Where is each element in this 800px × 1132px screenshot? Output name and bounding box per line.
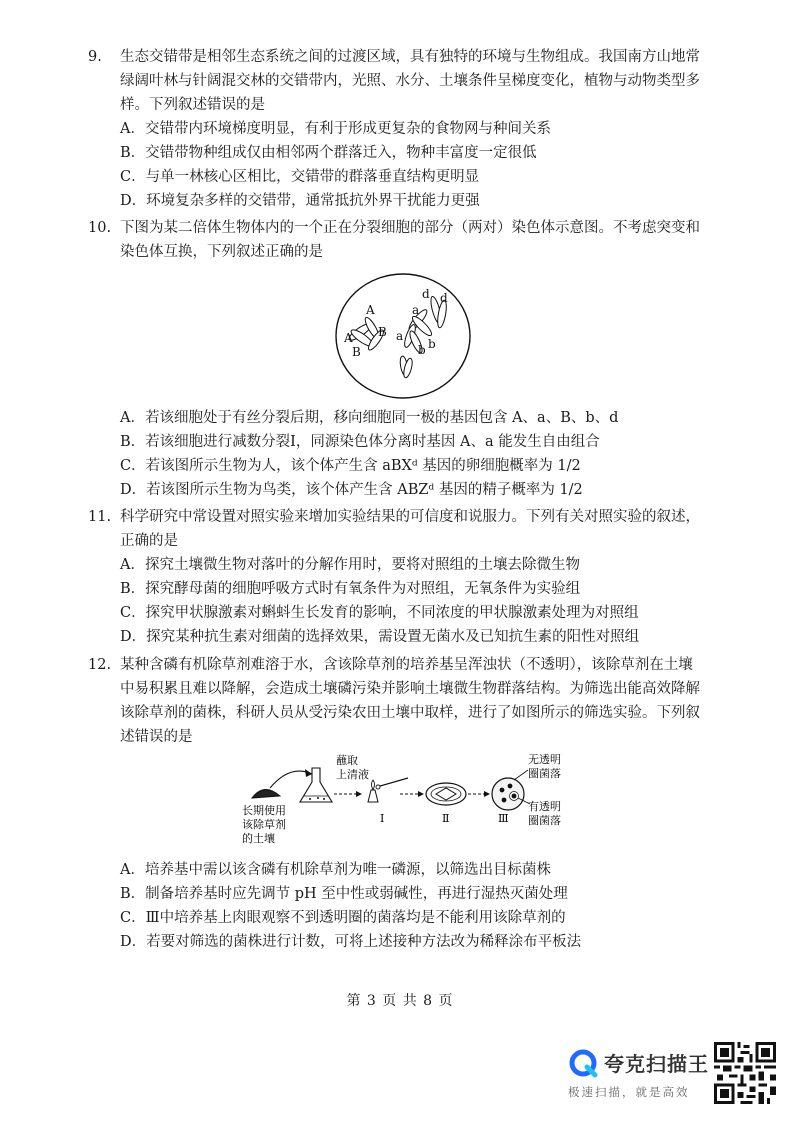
question-number: 10. [88,220,112,236]
question-12-options [92,858,732,954]
question-number: 11. [88,509,112,525]
watermark-subtitle: 极速扫描，就是高效 [568,1085,690,1099]
gene-label-d2: d [440,291,448,305]
option-d: D．若该图所示生物为鸟类，该个体产生含 ABZᵈ 基因的精子概率为 1/2 [120,482,583,498]
question-number: 12. [88,657,112,673]
option-c: C．若该图所示生物为人，该个体产生含 aBXᵈ 基因的卵细胞概率为 1/2 [120,458,581,474]
question-stem-line: 绿阔叶林与针阔混交林的交错带内，光照、水分、土壤条件呈梯度变化，植物与动物类型多 [120,73,700,89]
question-number: 9. [88,49,102,65]
option-c: C．探究甲状腺激素对蝌蚪生长发育的影响，不同浓度的甲状腺激素处理为对照组 [120,605,639,621]
question-stem-line: 科学研究中常设置对照实验来增加实验结果的可信度和说服力。下列有关对照实验的叙述， [120,509,700,525]
option-a: A．若该细胞处于有丝分裂后期，移向细胞同一极的基因包含 A、a、B、b、d [120,410,619,426]
option-c: C．与单一林核心区相比，交错带的群落垂直结构更明显 [120,169,480,185]
gene-label-b2: b [418,343,426,357]
screening-experiment-figure [240,750,580,850]
option-b: B．探究酵母菌的细胞呼吸方式时有氧条件为对照组，无氧条件为实验组 [120,581,581,597]
page-number-footer: 第 3 页 共 8 页 [346,993,454,1009]
watermark-title: 夸克扫描王 [604,1052,709,1076]
gene-label-A1: A [366,303,375,317]
colony-dot [512,794,517,799]
question-stem-line: 某种含磷有机除草剂难溶于水，含该除草剂的培养基呈浑浊状（不透明），该除草剂在土壤 [120,657,693,673]
soil-label-line2: 该除草剂 [242,818,286,831]
soil-label-line1: 长期使用 [242,804,286,817]
halo-colony-label-line1: 有透明 [528,800,561,813]
stage-label-2: Ⅱ [442,812,450,825]
flask-icon [300,768,332,802]
petri-dish-icon [492,778,524,810]
option-a: A．交错带内环境梯度明显，有利于形成更复杂的食物网与种间关系 [120,121,551,137]
cell-division-figure [332,270,474,402]
option-b: B．交错带物种组成仅由相邻两个群落迁入，物种丰富度一定很低 [120,145,537,161]
option-d: D．环境复杂多样的交错带，通常抵抗外界干扰能力更强 [120,193,480,209]
colony-dot [502,798,507,803]
quark-logo-icon [568,1048,598,1078]
gene-label-B1: B [378,325,387,339]
scanner-watermark [568,1036,782,1108]
question-11 [88,505,732,649]
question-stem-line: 样。下列叙述错误的是 [120,97,265,113]
option-b: B．制备培养基时应先调节 pH 至中性或弱碱性，再进行湿热灭菌处理 [120,886,568,902]
streak-plate-icon [426,783,466,805]
qr-code-icon [714,1042,776,1104]
gene-label-b1: b [428,337,436,351]
question-10 [88,216,732,264]
burner-icon [368,790,378,802]
colony-dot [500,788,505,793]
option-d: D．探究某种抗生素对细菌的选择效果，需设置无菌水及已知抗生素的阳性对照组 [120,629,640,645]
inoculating-loop-icon [380,778,408,786]
question-10-options [92,406,732,502]
stage-label-1: Ⅰ [380,812,385,825]
option-d: D．若要对筛选的菌株进行计数，可将上述接种方法改为稀释涂布平板法 [120,934,582,950]
question-stem-line: 述错误的是 [120,729,193,745]
step-label-line1: 蘸取 [336,754,358,767]
option-b: B．若该细胞进行减数分裂Ⅰ，同源染色体分离时基因 A、a 能发生自由组合 [120,434,600,450]
no-halo-colony-label-line2: 圈菌落 [528,767,561,780]
step-label-line2: 上清液 [336,768,369,781]
soil-label-line3: 的土壤 [242,832,275,845]
question-9 [88,45,732,213]
soil-sample-icon [252,789,280,798]
gene-label-d1: d [422,287,430,301]
stage-label-3: Ⅲ [498,812,509,825]
colony-dot [508,784,513,789]
gene-label-A2: A [344,331,353,345]
question-stem-line: 生态交错带是相邻生态系统之间的过渡区域，具有独特的环境与生物组成。我国南方山地常 [120,49,700,65]
option-a: A．探究土壤微生物对落叶的分解作用时，要将对照组的土壤去除微生物 [120,557,580,573]
gene-label-B2: B [352,345,361,359]
option-c: C．Ⅲ中培养基上肉眼观察不到透明圈的菌落均是不能利用该除草剂的 [120,910,566,926]
gene-label-a2: a [396,329,404,343]
gene-label-a1: a [412,303,420,317]
option-a: A．培养基中需以该含磷有机除草剂为唯一磷源，以筛选出目标菌株 [120,862,551,878]
question-stem-line: 正确的是 [120,533,178,549]
halo-colony-label-line2: 圈菌落 [528,814,561,827]
question-stem-line: 染色体互换，下列叙述正确的是 [120,244,323,260]
question-stem-line: 下图为某二倍体生物体内的一个正在分裂细胞的部分（两对）染色体示意图。不考虑突变和 [120,220,700,236]
question-stem-line: 中易积累且难以降解，会造成土壤磷污染并影响土壤微生物群落结构。为筛选出能高效降解 [120,681,700,697]
question-12 [88,653,732,749]
no-halo-colony-label-line1: 无透明 [528,753,561,766]
question-stem-line: 该除草剂的菌株，科研人员从受污染农田土壤中取样，进行了如图所示的筛选实验。下列叙 [120,705,700,721]
